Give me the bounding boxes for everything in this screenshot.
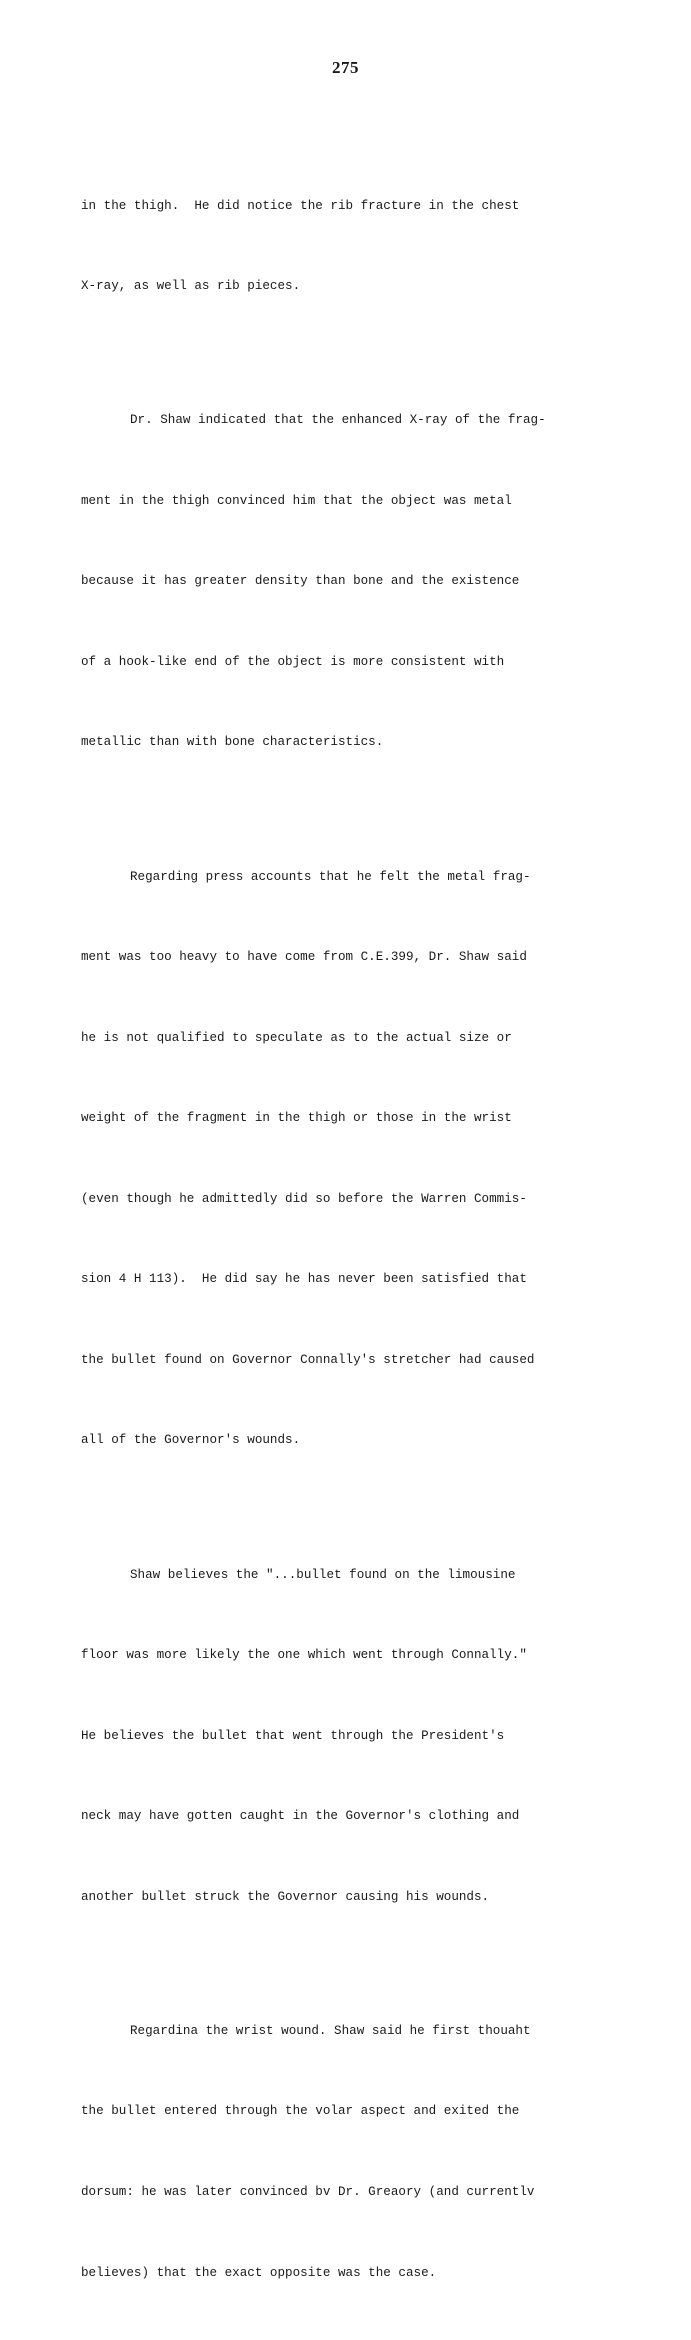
text-line: weight of the fragment in the thigh or those in the wrist [81, 1111, 512, 1126]
text-line: another bullet struck the Governor causing his wounds. [81, 1889, 490, 1904]
body-text [81, 112, 601, 2340]
text-line: He believes the bullet that went through the President's [81, 1728, 505, 1743]
text-line: dorsum: he was later convinced bv Dr. Greaory (and currentlv [81, 2184, 535, 2199]
text-line: metallic than with bone characteristics. [81, 735, 384, 750]
paragraph-first-line: Shaw believes the "...bullet found on the limousine [130, 1567, 516, 1582]
text-line: believes) that the exact opposite was the case. [81, 2265, 437, 2280]
text-line: the bullet found on Governor Connally's stretcher had caused [81, 1352, 535, 1367]
text-line: floor was more likely the one which went through Connally." [81, 1648, 527, 1663]
text-line: of a hook-like end of the object is more consistent with [81, 654, 505, 669]
text-line: in the thigh. He did notice the rib fracture in the chest [81, 198, 520, 213]
text-line: (even though he admittedly did so before the Warren Commis- [81, 1191, 527, 1206]
text-line: neck may have gotten caught in the Governor's clothing and [81, 1809, 520, 1824]
text-line: the bullet entered through the volar aspect and exited the [81, 2104, 520, 2119]
text-line: because it has greater density than bone and the existence [81, 574, 520, 589]
paragraph-first-line: Regarding press accounts that he felt the metal frag- [130, 869, 531, 884]
text-line: sion 4 H 113). He did say he has never been satisfied that [81, 1272, 527, 1287]
text-line: X-ray, as well as rib pieces. [81, 279, 301, 294]
text-line: ment was too heavy to have come from C.E.399, Dr. Shaw said [81, 950, 527, 965]
text-line: he is not qualified to speculate as to the actual size or [81, 1030, 512, 1045]
text-line: ment in the thigh convinced him that the object was metal [81, 493, 512, 508]
text-line: all of the Governor's wounds. [81, 1433, 301, 1448]
paragraph-first-line: Regardina the wrist wound. Shaw said he first thouaht [130, 2023, 531, 2038]
paragraph-first-line: Dr. Shaw indicated that the enhanced X-ray of the frag- [130, 413, 546, 428]
page-number: 275 [332, 58, 359, 77]
